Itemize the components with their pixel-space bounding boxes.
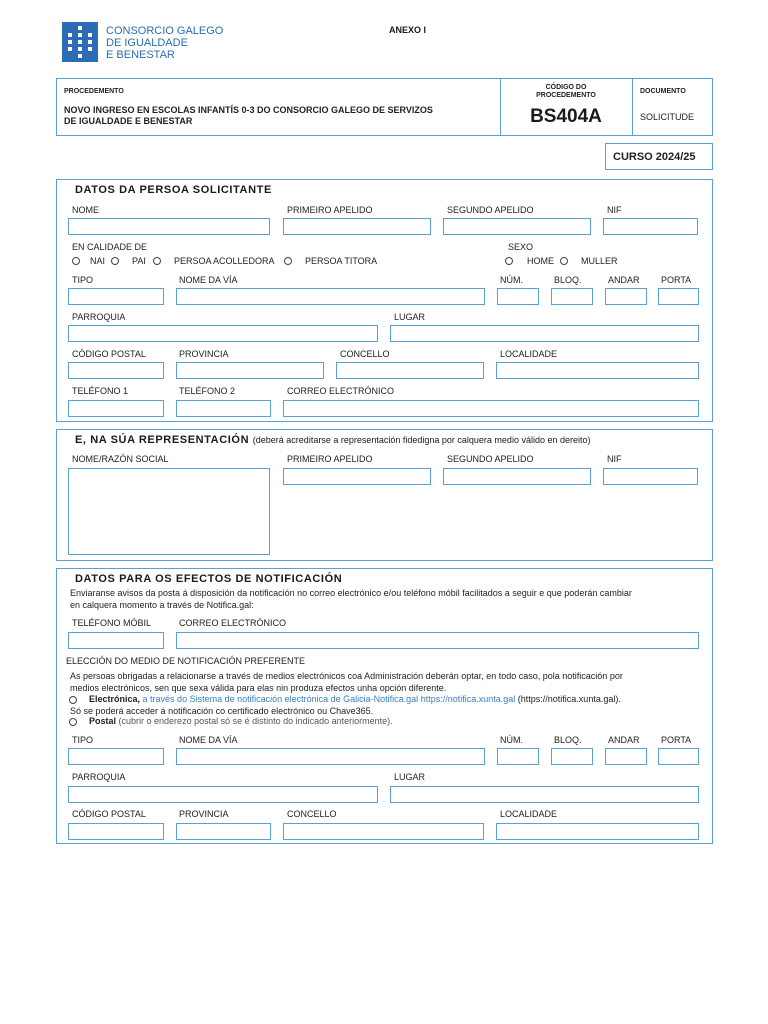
localidade-field[interactable] — [496, 362, 699, 379]
lugar-field[interactable] — [390, 325, 699, 342]
sex-label-muller: MULLER — [581, 256, 618, 266]
num-label: NÚM. — [500, 275, 523, 285]
sex-radio-muller[interactable] — [560, 257, 568, 265]
obligadas-text: As persoas obrigadas a relacionarse a través de medios electrónicos coa Administración deberán optar, en todo caso, pola notificación por medios electrónicos, sen que sexa válida para elas nin produza efectos unha opción diferente. — [70, 671, 623, 693]
notif-tipo-label: TIPO — [72, 735, 94, 745]
procedure-title: NOVO INGRESO EN ESCOLAS INFANTÍS 0-3 DO CONSORCIO GALEGO DE SERVIZOS DE IGUALDADE E BENESTAR — [64, 105, 433, 126]
andar-field[interactable] — [605, 288, 647, 305]
num-field[interactable] — [497, 288, 539, 305]
org-name: CONSORCIO GALEGO DE IGUALDADE E BENESTAR — [106, 25, 224, 61]
procedure-divider-2 — [632, 78, 633, 136]
procedure-code: BS404A — [530, 106, 602, 127]
telefono1-field[interactable] — [68, 400, 164, 417]
notif-codigo-postal-field[interactable] — [68, 823, 164, 840]
notif-telefono-label: TELÉFONO MÓBIL — [72, 618, 152, 628]
primeiro-apelido-label: PRIMEIRO APELIDO — [287, 205, 373, 215]
nome-label: NOME — [72, 205, 99, 215]
role-label-pai: PAI — [132, 256, 146, 266]
andar-label: ANDAR — [608, 275, 640, 285]
tipo-field[interactable] — [68, 288, 164, 305]
document-label: DOCUMENTO — [640, 88, 686, 95]
correo-field[interactable] — [283, 400, 699, 417]
rep-segundo-apelido-field[interactable] — [443, 468, 591, 485]
provincia-field[interactable] — [176, 362, 324, 379]
notification-intro: Enviaranse avisos da posta á disposición da notificación no correo electrónico e/ou teléfono móbil facilitados a seguir e que poderán cambiar en calquera momento a través de Notifica.gal: — [70, 588, 632, 610]
provincia-label: PROVINCIA — [179, 349, 229, 359]
notif-porta-label: PORTA — [661, 735, 692, 745]
postal-radio[interactable] — [69, 718, 77, 726]
rep-nome-razon-label: NOME/RAZÓN SOCIAL — [72, 454, 169, 464]
notif-parroquia-field[interactable] — [68, 786, 378, 803]
role-label-titora: PERSOA TITORA — [305, 256, 378, 266]
sexo-label: SEXO — [508, 242, 534, 252]
correo-label: CORREO ELECTRÓNICO — [287, 386, 395, 396]
porta-label: PORTA — [661, 275, 692, 285]
rep-segundo-apelido-label: SEGUNDO APELIDO — [447, 454, 534, 464]
annex-label: ANEXO I — [389, 25, 427, 35]
notif-telefono-field[interactable] — [68, 632, 164, 649]
role-radio-acolledora[interactable] — [153, 257, 161, 265]
procedure-code-label: CÓDIGO DO PROCEDEMENTO — [536, 84, 596, 99]
notif-parroquia-label: PARROQUIA — [72, 772, 126, 782]
bloq-field[interactable] — [551, 288, 593, 305]
notif-concello-label: CONCELLO — [287, 809, 337, 819]
procedure-label: PROCEDEMENTO — [64, 88, 124, 95]
notif-bloq-field[interactable] — [551, 748, 593, 765]
eleccion-label: ELECCIÓN DO MEDIO DE NOTIFICACIÓN PREFERENTE — [66, 656, 306, 666]
representative-title: E, NA SÚA REPRESENTACIÓN (deberá acreditarse a representación fidedigna por calquera medio válido en dereito) — [75, 434, 591, 446]
porta-field[interactable] — [658, 288, 699, 305]
sex-label-home: HOME — [527, 256, 554, 266]
notif-andar-label: ANDAR — [608, 735, 640, 745]
notif-concello-field[interactable] — [283, 823, 484, 840]
localidade-label: LOCALIDADE — [500, 349, 558, 359]
notif-localidade-label: LOCALIDADE — [500, 809, 558, 819]
document-value: SOLICITUDE — [640, 112, 695, 122]
notifica-link[interactable]: https://notifica.xunta.gal — [420, 694, 516, 704]
course-label: CURSO 2024/25 — [613, 151, 696, 163]
postal-option: Postal (cubrir o enderezo postal só se é distinto do indicado anteriormente). — [89, 716, 393, 726]
consorcio-logo-icon — [62, 22, 98, 62]
telefono2-label: TELÉFONO 2 — [179, 386, 236, 396]
codigo-postal-field[interactable] — [68, 362, 164, 379]
notif-codigo-postal-label: CÓDIGO POSTAL — [72, 809, 146, 819]
telefono2-field[interactable] — [176, 400, 271, 417]
role-radio-pai[interactable] — [111, 257, 119, 265]
primeiro-apelido-field[interactable] — [283, 218, 431, 235]
notif-lugar-field[interactable] — [390, 786, 699, 803]
notif-correo-label: CORREO ELECTRÓNICO — [179, 618, 287, 628]
role-label-nai: NAI — [90, 256, 106, 266]
segundo-apelido-label: SEGUNDO APELIDO — [447, 205, 534, 215]
codigo-postal-label: CÓDIGO POSTAL — [72, 349, 146, 359]
notif-num-label: NÚM. — [500, 735, 523, 745]
notif-localidade-field[interactable] — [496, 823, 699, 840]
rep-nif-field[interactable] — [603, 468, 698, 485]
role-radio-titora[interactable] — [284, 257, 292, 265]
notif-provincia-label: PROVINCIA — [179, 809, 229, 819]
concello-label: CONCELLO — [340, 349, 390, 359]
tipo-label: TIPO — [72, 275, 94, 285]
electronica-radio[interactable] — [69, 696, 77, 704]
concello-field[interactable] — [336, 362, 484, 379]
notif-nome-via-field[interactable] — [176, 748, 485, 765]
notif-porta-field[interactable] — [658, 748, 699, 765]
telefono1-label: TELÉFONO 1 — [72, 386, 129, 396]
rep-primeiro-apelido-field[interactable] — [283, 468, 431, 485]
notification-title: DATOS PARA OS EFECTOS DE NOTIFICACIÓN — [75, 573, 343, 585]
parroquia-field[interactable] — [68, 325, 378, 342]
notif-andar-field[interactable] — [605, 748, 647, 765]
bloq-label: BLOQ. — [554, 275, 582, 285]
electronica-option: Electrónica, a través do Sistema de notificación electrónica de Galicia-Notifica.gal https://notifica.xunta.gal (https://notifica.xunta.gal). — [89, 694, 621, 704]
notif-lugar-label: LUGAR — [394, 772, 426, 782]
rep-nome-razon-field[interactable] — [68, 468, 270, 555]
notif-provincia-field[interactable] — [176, 823, 271, 840]
notif-tipo-field[interactable] — [68, 748, 164, 765]
en-calidade-label: EN CALIDADE DE — [72, 242, 148, 252]
sex-radio-home[interactable] — [505, 257, 513, 265]
nome-field[interactable] — [68, 218, 270, 235]
notif-nome-via-label: NOME DA VÍA — [179, 735, 238, 745]
role-label-acolledora: PERSOA ACOLLEDORA — [174, 256, 275, 266]
rep-nif-label: NIF — [607, 454, 622, 464]
segundo-apelido-field[interactable] — [443, 218, 591, 235]
notif-correo-field[interactable] — [176, 632, 699, 649]
lugar-label: LUGAR — [394, 312, 426, 322]
rep-primeiro-apelido-label: PRIMEIRO APELIDO — [287, 454, 373, 464]
role-radio-nai[interactable] — [72, 257, 80, 265]
applicant-title: DATOS DA PERSOA SOLICITANTE — [75, 184, 272, 196]
nif-field[interactable] — [603, 218, 698, 235]
electronica-note: Só se poderá acceder á notificación co certificado electrónico ou Chave365. — [70, 706, 374, 716]
nome-via-label: NOME DA VÍA — [179, 275, 238, 285]
nif-label: NIF — [607, 205, 622, 215]
parroquia-label: PARROQUIA — [72, 312, 126, 322]
nome-via-field[interactable] — [176, 288, 485, 305]
notif-bloq-label: BLOQ. — [554, 735, 582, 745]
notif-num-field[interactable] — [497, 748, 539, 765]
